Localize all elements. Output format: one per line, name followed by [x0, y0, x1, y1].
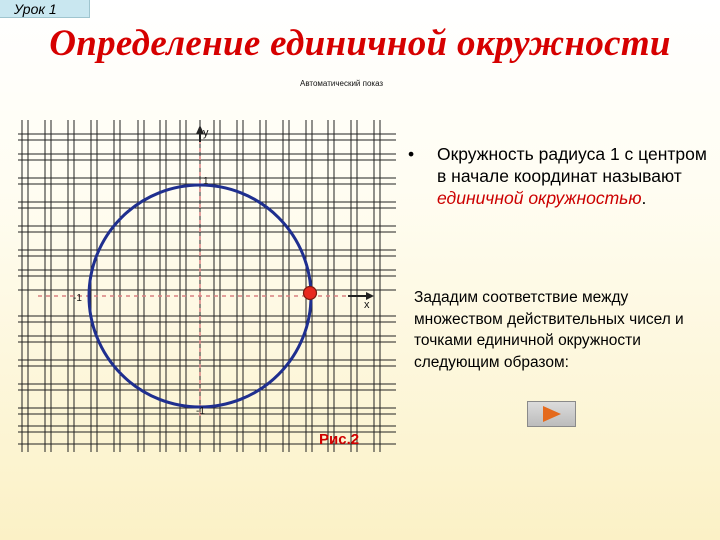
y-axis-label: y — [203, 127, 209, 139]
definition-main: Окружность радиуса 1 с центром в начале координат называют — [437, 144, 707, 186]
lesson-tab: Урок 1 — [0, 0, 90, 18]
x-axis-label: x — [364, 299, 370, 311]
play-button[interactable] — [527, 401, 576, 427]
definition-end: . — [641, 188, 647, 208]
tick-label-top: 1 — [203, 176, 209, 187]
tick-label-left: -1 — [73, 293, 82, 304]
definition-bullet — [408, 143, 708, 209]
correspondence-paragraph: Зададим соответствие между множеством действительных чисел и точками единичной окружности следующим образом: — [414, 289, 684, 371]
tick-label-bottom: -1 — [196, 406, 205, 417]
definition-text — [437, 143, 708, 209]
definition-term: единичной окружностью — [437, 188, 642, 208]
figure-caption: Рис.2 — [319, 431, 360, 448]
play-icon — [543, 406, 561, 422]
slide-title: Определение единичной окружности — [49, 23, 671, 64]
grid-lines — [18, 120, 396, 452]
point-one-zero — [304, 287, 317, 300]
autoshow-label: Автоматический показ — [300, 79, 384, 88]
unit-circle-figure — [18, 120, 396, 452]
bullet-icon: • — [408, 144, 415, 164]
figure-canvas — [18, 120, 396, 452]
